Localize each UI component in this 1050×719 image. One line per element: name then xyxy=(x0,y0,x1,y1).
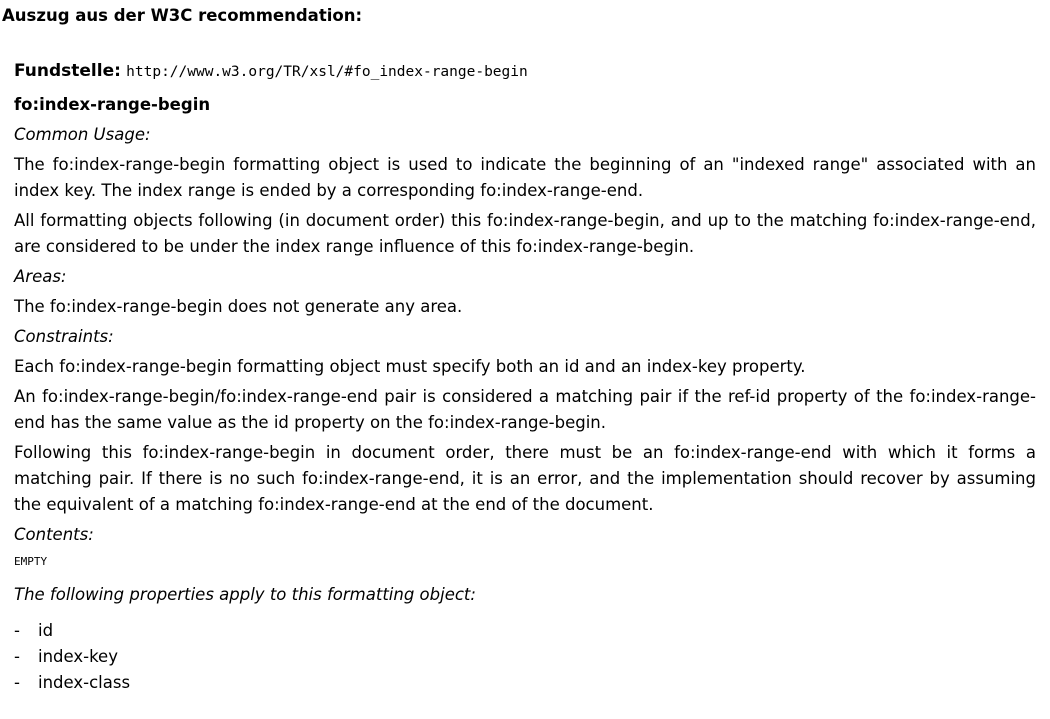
constraints-label: Constraints: xyxy=(14,327,114,346)
list-dash: - xyxy=(14,621,20,640)
property-item xyxy=(14,670,1036,696)
recommendation-excerpt xyxy=(14,59,1036,696)
common-usage-paragraph: All formatting objects following (in document order) this fo:index-range-begin, and up to the matching fo:index-range-end, are considered to be under the index range influence of this fo:index-range-begin. xyxy=(14,211,1036,256)
property-name: index-key xyxy=(38,647,118,666)
properties-intro: The following properties apply to this formatting object: xyxy=(14,585,476,604)
common-usage-label: Common Usage: xyxy=(14,125,151,144)
page-heading: Auszug aus der W3C recommendation: xyxy=(2,6,363,25)
areas-label: Areas: xyxy=(14,267,67,286)
list-dash: - xyxy=(14,673,20,692)
areas-paragraph: The fo:index-range-begin does not generate any area. xyxy=(14,297,463,316)
constraints-paragraph: Following this fo:index-range-begin in document order, there must be an fo:index-range-end with which it forms a matching pair. If there is no such fo:index-range-end, it is an error, and the implementation should recover by assuming the equivalent of a matching fo:index-range-end at the end of the document. xyxy=(14,443,1036,514)
constraints-paragraph: Each fo:index-range-begin formatting object must specify both an id and an index-key property. xyxy=(14,357,806,376)
contents-value: EMPTY xyxy=(14,555,48,568)
source-label: Fundstelle: xyxy=(14,61,121,81)
constraints-paragraph: An fo:index-range-begin/fo:index-range-end pair is considered a matching pair if the ref-id property of the fo:index-range-end has the same value as the id property on the fo:index-range-begin. xyxy=(14,387,1036,432)
list-dash: - xyxy=(14,647,20,666)
property-name: id xyxy=(38,621,54,640)
property-item xyxy=(14,618,1036,644)
object-title: fo:index-range-begin xyxy=(14,95,211,114)
contents-label: Contents: xyxy=(14,525,94,544)
source-url: http://www.w3.org/TR/xsl/#fo_index-range-begin xyxy=(126,64,528,80)
property-item xyxy=(14,644,1036,670)
common-usage-paragraph: The fo:index-range-begin formatting object is used to indicate the beginning of an "indexed range" associated with an index key. The index range is ended by a corresponding fo:index-range-end. xyxy=(14,155,1036,200)
source-reference xyxy=(14,59,1036,84)
property-name: index-class xyxy=(38,673,131,692)
properties-list xyxy=(14,618,1036,696)
